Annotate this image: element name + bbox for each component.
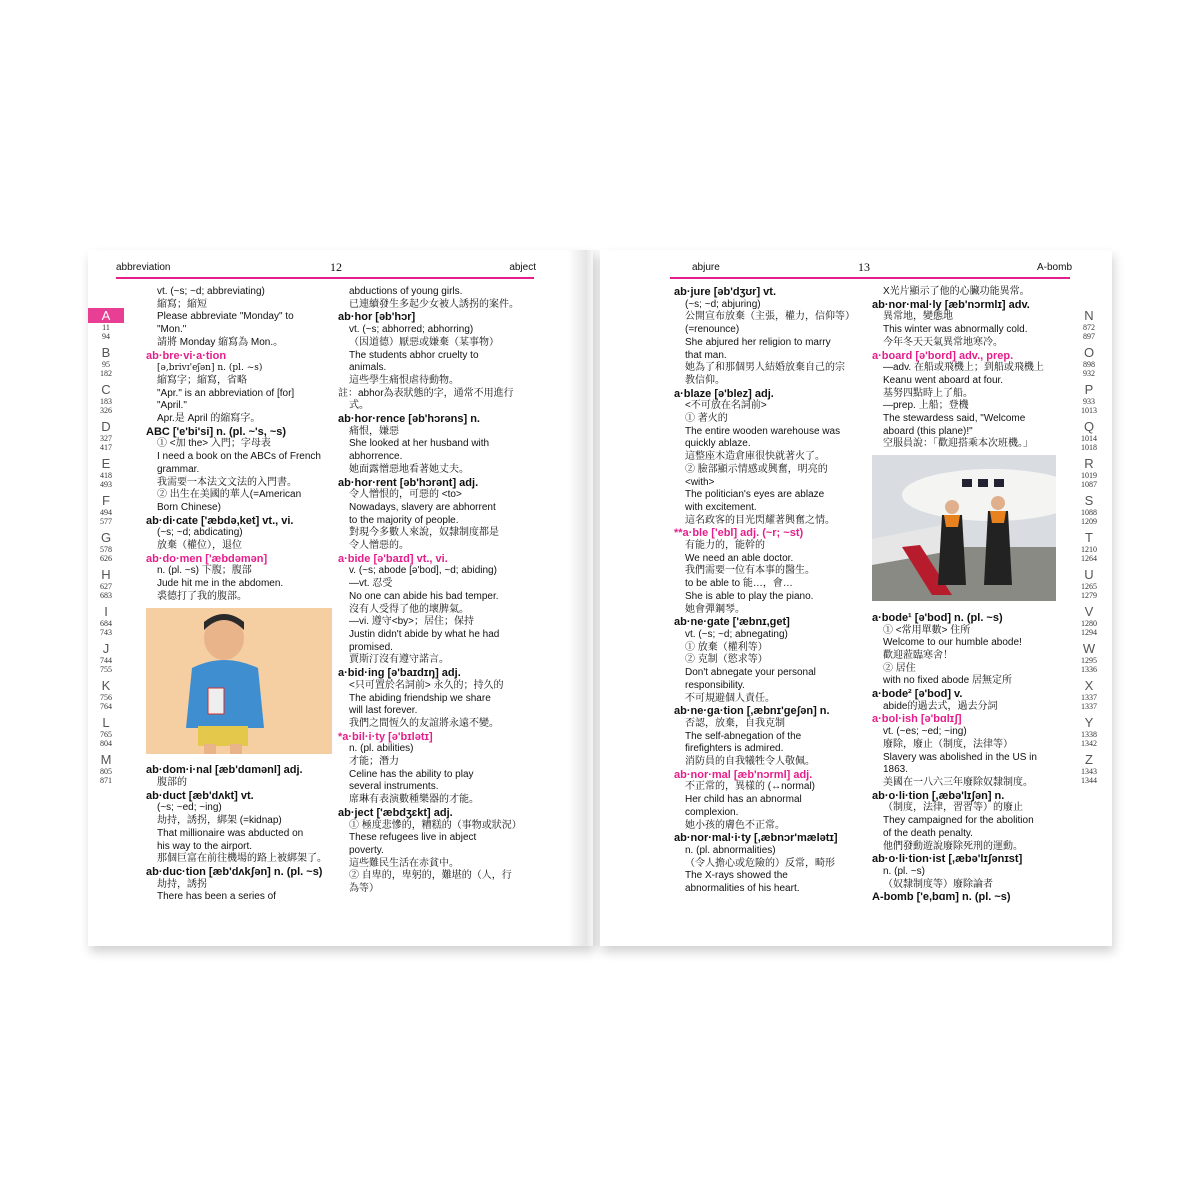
entry-line: abhorrence. xyxy=(349,451,403,463)
thumb-tab-start-page: 1280 xyxy=(1081,619,1097,628)
thumb-tab-k[interactable] xyxy=(88,678,124,711)
thumb-tab-start-page: 1088 xyxy=(1081,508,1097,517)
entry-line: ① 極度悲慘的，糟糕的（事物或狀況） xyxy=(349,819,522,831)
entry-headword: ab·duc·tion [æb'dʌkʃən] n. (pl. ~s) xyxy=(146,865,323,878)
left-column-2 xyxy=(338,286,538,896)
thumb-tab-start-page: 765 xyxy=(100,730,112,739)
entry-headword: ab·ne·gate ['æbnɪ,get] xyxy=(674,616,790,629)
right-page-number: 13 xyxy=(858,260,870,274)
entry-line: 她面露憎惡地看著她丈夫。 xyxy=(349,463,469,475)
entry-line: (=renounce) xyxy=(685,324,740,336)
thumb-tab-end-page: 1342 xyxy=(1081,739,1097,748)
thumb-tab-start-page: 183 xyxy=(100,397,112,406)
entry-line: 令人憎恨的，可惡的 <to> xyxy=(349,489,462,501)
thumb-tab-start-page: 1014 xyxy=(1081,434,1097,443)
entry-line: She looked at her husband with xyxy=(349,438,490,450)
entry-line: That millionaire was abducted on xyxy=(157,827,304,839)
entry-line: X光片顯示了他的心臟功能異常。 xyxy=(883,286,1030,297)
entry-headword: ab·bre·vi·a·tion xyxy=(146,349,227,362)
entry-headword: a·board [ə'bord] adv., prep. xyxy=(872,349,1014,362)
thumb-tab-g[interactable] xyxy=(88,530,124,563)
entry-line: These refugees live in abject xyxy=(349,832,477,844)
thumb-tab-letter: H xyxy=(101,567,111,582)
entry-line: v. (~s; abode [ə'bod], ~d; abiding) xyxy=(349,565,497,577)
thumb-tab-start-page: 898 xyxy=(1083,360,1095,369)
entry-line: The abiding friendship we share xyxy=(349,692,491,704)
entry-line: 廢除，廢止（制度，法律等） xyxy=(883,738,1013,750)
entry-line: responsibility. xyxy=(685,679,745,691)
entry-line: 這些難民生活在赤貧中。 xyxy=(349,857,459,869)
thumb-tab-end-page: 417 xyxy=(100,443,112,452)
entry-line: n. (pl. abilities) xyxy=(349,743,414,755)
thumb-tab-letter: W xyxy=(1082,641,1096,656)
entry-headword: ab·nor·mal [æb'nɔrml] adj. xyxy=(674,768,813,781)
entry-line: 劫持，誘拐 xyxy=(157,878,207,890)
entry-headword: ab·hor [əb'hɔr] xyxy=(338,311,416,324)
entry-line: 那個巨富在前往機場的路上被綁架了。 xyxy=(157,853,327,865)
entry-line: 不正常的，異樣的 (↔normal) xyxy=(685,781,816,793)
thumb-tab-start-page: 578 xyxy=(100,545,112,554)
thumb-tab-letter: L xyxy=(102,715,110,730)
entry-line: （奴隸制度等）廢除論者 xyxy=(883,878,993,890)
entry-line: This winter was abnormally cold. xyxy=(883,324,1028,336)
thumb-tab-end-page: 1018 xyxy=(1081,443,1097,452)
left-guide-word-last: abject xyxy=(509,262,536,273)
thumb-tab-q[interactable] xyxy=(1074,419,1104,452)
entry-line: 請將 Monday 縮寫為 Mon.。 xyxy=(157,336,284,348)
entry-line: The X-rays showed the xyxy=(685,870,788,882)
thumb-tab-end-page: 897 xyxy=(1083,332,1095,341)
thumb-tab-end-page: 94 xyxy=(102,332,110,341)
entry-line: 式。 xyxy=(349,400,369,412)
thumb-tab-end-page: 683 xyxy=(100,591,112,600)
thumb-tab-b[interactable] xyxy=(88,345,124,378)
entry-line: —vt. 忍受 xyxy=(349,578,393,590)
entry-line: (~s; ~d; abdicating) xyxy=(157,527,243,539)
thumb-tab-letter: R xyxy=(1084,456,1094,471)
thumb-tab-f[interactable] xyxy=(88,493,124,526)
entry-headword: a·blaze [ə'blez] adj. xyxy=(674,387,774,400)
thumb-tab-a[interactable] xyxy=(88,308,124,341)
entry-line: （令人擔心或危險的）反常，畸形 xyxy=(685,857,835,869)
entry-line: No one can abide his bad temper. xyxy=(349,590,499,602)
entry-line: 公開宣布放棄（主張，權力，信仰等） xyxy=(685,311,855,323)
entry-line: The students abhor cruelty to xyxy=(349,349,479,361)
entry-line: abnormalities of his heart. xyxy=(685,883,800,895)
thumb-tab-c[interactable] xyxy=(88,382,124,415)
right-column-2 xyxy=(872,286,1068,904)
left-header-rule xyxy=(116,277,534,279)
right-thumb-index xyxy=(1074,308,1104,789)
entry-line: Please abbreviate "Monday" to xyxy=(157,311,294,323)
right-header-rule xyxy=(670,277,1070,279)
entry-line: —adv. 在船或飛機上；到船或飛機上 xyxy=(883,362,1044,374)
entry-line: The entire wooden warehouse was xyxy=(685,425,841,437)
entry-line: n. (pl. ~s) xyxy=(883,865,925,877)
entry-line: n. (pl. ~s) 下腹；腹部 xyxy=(157,565,252,577)
entry-line: 空服員說：「歡迎搭乘本次班機。」 xyxy=(883,438,1033,450)
entry-line: (~s; ~ed; ~ing) xyxy=(157,802,222,814)
entry-line: aboard (this plane)!" xyxy=(883,425,973,437)
thumb-tab-letter: J xyxy=(102,641,110,656)
right-column-1 xyxy=(674,286,870,896)
thumb-tab-end-page: 871 xyxy=(100,776,112,785)
thumb-tab-start-page: 327 xyxy=(100,434,112,443)
entry-line: Justin didn't abide by what he had xyxy=(349,628,500,640)
thumb-tab-start-page: 1338 xyxy=(1081,730,1097,739)
entry-headword: ab·o·li·tion [,æbə'lɪʃən] n. xyxy=(872,789,1005,802)
thumb-tab-u[interactable] xyxy=(1074,567,1104,600)
entry-line: —prep. 上船；登機 xyxy=(883,400,969,412)
entry-line: 這名政客的目光閃耀著興奮之情。 xyxy=(685,514,835,526)
thumb-tab-o[interactable] xyxy=(1074,345,1104,378)
entry-line: （制度，法律，習習等）的廢止 xyxy=(883,802,1023,814)
entry-line: Don't abnegate your personal xyxy=(685,667,816,679)
entry-line: Nowadays, slavery are abhorrent xyxy=(349,501,496,513)
entry-headword: ab·hor·rent [əb'hɔrənt] adj. xyxy=(338,476,479,489)
entry-line: his way to the airport. xyxy=(157,840,253,852)
entry-headword: **a·ble ['ebl] adj. (~r; ~st) xyxy=(674,527,804,540)
entry-headword: ab·ne·ga·tion [,æbnɪ'geʃən] n. xyxy=(674,705,830,718)
thumb-tab-p[interactable] xyxy=(1074,382,1104,415)
thumb-tab-start-page: 744 xyxy=(100,656,112,665)
thumb-tab-end-page: 743 xyxy=(100,628,112,637)
left-thumb-index xyxy=(88,308,124,789)
thumb-tab-letter: F xyxy=(102,493,110,508)
thumb-tab-end-page: 626 xyxy=(100,554,112,563)
left-guide-word-first: abbreviation xyxy=(116,262,171,273)
entry-line: 賈斯汀沒有遵守諾言。 xyxy=(349,654,449,666)
entry-line: 這些學生痛恨虐待動物。 xyxy=(349,374,459,386)
right-guide-word-first: abjure xyxy=(692,262,720,273)
thumb-tab-j[interactable] xyxy=(88,641,124,674)
entry-line: She is able to play the piano. xyxy=(685,590,814,602)
entry-line: vt. (~s; ~d; abbreviating) xyxy=(157,286,265,297)
entry-line: Apr.是 April 的縮寫字。 xyxy=(157,413,261,425)
entry-line: grammar. xyxy=(157,463,200,475)
thumb-tab-start-page: 1343 xyxy=(1081,767,1097,776)
thumb-tab-s[interactable] xyxy=(1074,493,1104,526)
thumb-tab-letter: E xyxy=(101,456,111,471)
entry-line: Her child has an abnormal xyxy=(685,794,802,806)
entry-line: The self-abnegation of the xyxy=(685,730,802,742)
thumb-tab-letter: O xyxy=(1083,345,1095,360)
entry-headword: A-bomb ['e,bɑm] n. (pl. ~s) xyxy=(872,891,1011,904)
thumb-tab-n[interactable] xyxy=(1074,308,1104,341)
right-page xyxy=(600,250,1112,946)
entry-line: to be able to 能…，會… xyxy=(685,578,793,590)
entry-headword: ABC ['e'bi'si] n. (pl. ~'s, ~s) xyxy=(146,425,287,438)
entry-line: ② 臉部顯示情感或興奮，明亮的 xyxy=(685,463,828,475)
thumb-tab-l[interactable] xyxy=(88,715,124,748)
entry-headword: ab·jure [əb'dʒʊr] vt. xyxy=(674,286,777,298)
entry-line: ② 自卑的，卑躬的，難堪的（人，行 xyxy=(349,870,512,882)
thumb-tab-z[interactable] xyxy=(1074,752,1104,785)
thumb-tab-start-page: 872 xyxy=(1083,323,1095,332)
entry-line: 這整座木造倉庫很快就著火了。 xyxy=(685,451,825,463)
entry-headword: ab·nor·mal·ly [æb'nɔrmlɪ] adv. xyxy=(872,298,1030,311)
stewardess-plane-photo xyxy=(872,455,1068,606)
thumb-tab-start-page: 494 xyxy=(100,508,112,517)
entry-line: will last forever. xyxy=(349,705,418,717)
thumb-tab-end-page: 1264 xyxy=(1081,554,1097,563)
entry-line: n. (pl. abnormalities) xyxy=(685,844,776,856)
entry-line: 劫持，誘拐，綁架 (=kidnap) xyxy=(157,815,282,827)
thumb-tab-end-page: 755 xyxy=(100,665,112,674)
entry-line: 縮寫；縮短 xyxy=(157,298,207,310)
thumb-tab-h[interactable] xyxy=(88,567,124,600)
entry-line: 註：abhor為表狀態的字，通常不用進行 xyxy=(338,387,514,399)
thumb-tab-start-page: 418 xyxy=(100,471,112,480)
thumb-tab-letter: N xyxy=(1084,308,1094,323)
entry-line: 對現今多數人來說，奴隸制度都是 xyxy=(349,527,499,539)
thumb-tab-letter: S xyxy=(1084,493,1094,508)
thumb-tab-letter: M xyxy=(100,752,112,767)
thumb-tab-m[interactable] xyxy=(88,752,124,785)
entry-headword: ab·nor·mal·i·ty [,æbnɔr'mælətɪ] xyxy=(674,832,838,845)
entry-line: 腹部的 xyxy=(157,776,187,788)
entry-headword: a·bid·ing [ə'baɪdɪŋ] adj. xyxy=(338,667,461,680)
entry-line: Born Chinese) xyxy=(157,501,221,513)
thumb-tab-letter: Q xyxy=(1083,419,1095,434)
left-page xyxy=(88,250,593,946)
entry-line: 她小孩的膚色不正常。 xyxy=(685,819,785,831)
entry-headword: a·bide [ə'baɪd] vt., vi. xyxy=(338,552,448,565)
thumb-tab-start-page: 1295 xyxy=(1081,656,1097,665)
entry-line: vt. (~es; ~ed; ~ing) xyxy=(883,726,967,738)
thumb-tab-letter: X xyxy=(1084,678,1094,693)
entry-line: 席琳有表演數種樂器的才能。 xyxy=(349,794,479,806)
entry-line: animals. xyxy=(349,362,387,374)
thumb-tab-t[interactable] xyxy=(1074,530,1104,563)
thumb-tab-letter: T xyxy=(1085,530,1093,545)
entry-line: 我們之間恆久的友誼將永遠不變。 xyxy=(349,717,499,729)
thumb-tab-letter: V xyxy=(1084,604,1094,619)
entry-headword: a·bode² [ə'bod] v. xyxy=(872,688,963,701)
entry-line: ① 著火的 xyxy=(685,413,728,425)
entry-line: 她會彈鋼琴。 xyxy=(685,603,745,615)
entry-line: vt. (~s; ~d; abnegating) xyxy=(685,628,788,640)
entry-headword: ab·o·li·tion·ist [,æbə'lɪʃənɪst] xyxy=(872,853,1023,866)
entry-line: 基努四點時上了船。 xyxy=(883,387,973,399)
entry-line: 縮寫字；縮寫，省略 xyxy=(157,374,247,386)
entry-line: with no fixed abode 居無定所 xyxy=(883,675,1012,687)
thumb-tab-start-page: 95 xyxy=(102,360,110,369)
thumb-tab-end-page: 1279 xyxy=(1081,591,1097,600)
entry-line: ② 出生在美國的華人(=American xyxy=(157,489,302,501)
thumb-tab-start-page: 1019 xyxy=(1081,471,1097,480)
thumb-tab-end-page: 932 xyxy=(1083,369,1095,378)
entry-line: complexion. xyxy=(685,806,739,818)
entry-line: abductions of young girls. xyxy=(349,286,463,297)
left-column-1 xyxy=(146,286,336,904)
thumb-tab-end-page: 1013 xyxy=(1081,406,1097,415)
thumb-tab-x[interactable] xyxy=(1074,678,1104,711)
thumb-tab-start-page: 1337 xyxy=(1081,693,1097,702)
entry-line: to the majority of people. xyxy=(349,514,459,526)
left-running-header xyxy=(116,262,536,278)
thumb-tab-end-page: 1294 xyxy=(1081,628,1097,637)
entry-line: (~s; ~d; abjuring) xyxy=(685,298,761,310)
thumb-tab-letter: P xyxy=(1084,382,1094,397)
entry-line: There has been a series of xyxy=(157,891,276,903)
right-guide-word-last: A-bomb xyxy=(1036,262,1072,273)
entry-line: 裘德打了我的腹部。 xyxy=(157,590,247,602)
entry-line: 異常地，變態地 xyxy=(883,311,953,323)
entry-headword: ab·dom·i·nal [æb'dɑmənl] adj. xyxy=(146,764,303,777)
boy-photo xyxy=(146,608,336,759)
open-dictionary xyxy=(88,250,1112,946)
entry-line: She abjured her religion to marry xyxy=(685,336,831,348)
entry-line: 為等） xyxy=(349,883,379,895)
entry-line: 令人憎惡的。 xyxy=(349,540,409,552)
entry-line: 沒有人受得了他的壞脾氣。 xyxy=(349,603,469,615)
entry-headword: ab·ject ['æbdʒɛkt] adj. xyxy=(338,806,453,819)
entry-line: vt. (~s; abhorred; abhorring) xyxy=(349,324,474,336)
entry-line: 他們發動遊說廢除死刑的運動。 xyxy=(883,840,1023,852)
thumb-tab-end-page: 1087 xyxy=(1081,480,1097,489)
thumb-tab-end-page: 804 xyxy=(100,739,112,748)
entry-line: 已連續發生多起少女被人誘拐的案件。 xyxy=(349,298,519,310)
entry-line: "Mon." xyxy=(157,324,187,336)
thumb-tab-letter: A xyxy=(88,308,124,323)
thumb-tab-start-page: 756 xyxy=(100,693,112,702)
entry-line: of the death penalty. xyxy=(883,827,973,839)
entry-line: 我需要一本法文文法的入門書。 xyxy=(157,476,297,488)
entry-line: <with> xyxy=(685,476,715,488)
thumb-tab-letter: D xyxy=(101,419,111,434)
entry-line: —vi. 遵守<by>；居住；保持 xyxy=(349,616,475,628)
entry-line: 放棄（權位），退位 xyxy=(157,540,242,552)
entry-line: Slavery was abolished in the US in xyxy=(883,751,1037,763)
entry-line: ① <常用單數> 住所 xyxy=(883,624,971,636)
thumb-tab-letter: Y xyxy=(1084,715,1094,730)
entry-headword: ab·duct [æb'dʌkt] vt. xyxy=(146,789,254,802)
entry-line: Welcome to our humble abode! xyxy=(883,637,1022,649)
entry-line: 我們需要一位有本事的醫生。 xyxy=(685,565,815,577)
thumb-tab-end-page: 326 xyxy=(100,406,112,415)
thumb-tab-start-page: 627 xyxy=(100,582,112,591)
entry-line: <只可置於名詞前> 永久的；持久的 xyxy=(349,679,504,691)
entry-line: ① <加 the> 入門；字母表 xyxy=(157,438,271,450)
entry-line: 今年冬天天氣異常地寒冷。 xyxy=(883,336,1003,348)
entry-line: 美國在一八六三年廢除奴隸制度。 xyxy=(883,776,1033,788)
entry-line: 痛恨，嫌惡 xyxy=(349,425,399,437)
thumb-tab-letter: I xyxy=(104,604,108,619)
entry-line: 有能力的，能幹的 xyxy=(685,540,765,552)
entry-line: ② 克制（慾求等） xyxy=(685,654,768,666)
thumb-tab-end-page: 182 xyxy=(100,369,112,378)
entry-line: 才能；潛力 xyxy=(349,756,399,768)
thumb-tab-letter: G xyxy=(100,530,112,545)
entry-headword: ab·do·men ['æbdəmən] xyxy=(146,552,268,565)
entry-line: 1863. xyxy=(883,764,909,776)
thumb-tab-start-page: 805 xyxy=(100,767,112,776)
entry-line: The politician's eyes are ablaze xyxy=(685,489,825,501)
thumb-tab-end-page: 1337 xyxy=(1081,702,1097,711)
entry-headword: *a·bil·i·ty [ə'bɪlətɪ] xyxy=(338,730,433,743)
entry-line: several instruments. xyxy=(349,781,439,793)
entry-line: Keanu went aboard at four. xyxy=(883,374,1004,386)
entry-line: Jude hit me in the abdomen. xyxy=(157,578,284,590)
entry-headword: ab·hor·rence [əb'hɔrəns] n. xyxy=(338,413,480,426)
entry-line: 否認，放棄，自我克制 xyxy=(685,717,785,729)
entry-line: The stewardess said, "Welcome xyxy=(883,413,1026,425)
thumb-tab-start-page: 684 xyxy=(100,619,112,628)
left-page-number: 12 xyxy=(330,260,342,274)
thumb-tab-start-page: 1210 xyxy=(1081,545,1097,554)
thumb-tab-e[interactable] xyxy=(88,456,124,489)
thumb-tab-letter: U xyxy=(1084,567,1094,582)
entry-line: <不可放在名詞前> xyxy=(685,400,767,412)
thumb-tab-start-page: 1265 xyxy=(1081,582,1097,591)
entry-line: poverty. xyxy=(349,844,384,856)
thumb-tab-end-page: 1209 xyxy=(1081,517,1097,526)
entry-line: promised. xyxy=(349,641,393,653)
entry-line: 不可規避個人責任。 xyxy=(685,692,775,704)
entry-line: 消防員的自我犧牲令人敬佩。 xyxy=(685,756,815,768)
thumb-tab-letter: B xyxy=(101,345,111,360)
entry-headword: a·bol·ish [ə'bɑlɪʃ] xyxy=(872,713,962,726)
entry-line: 她為了和那個男人結婚放棄自己的宗 xyxy=(685,362,845,374)
thumb-tab-v[interactable] xyxy=(1074,604,1104,637)
entry-line: with excitement. xyxy=(685,501,757,513)
thumb-tab-end-page: 1336 xyxy=(1081,665,1097,674)
entry-line: "Apr." is an abbreviation of [for] xyxy=(157,387,295,399)
thumb-tab-end-page: 577 xyxy=(100,517,112,526)
entry-line: We need an able doctor. xyxy=(685,552,794,564)
entry-line: "April." xyxy=(157,400,187,412)
thumb-tab-end-page: 1344 xyxy=(1081,776,1097,785)
entry-line: ① 放棄（權利等） xyxy=(685,641,768,653)
entry-line: Celine has the ability to play xyxy=(349,768,474,780)
entry-line: They campaigned for the abolition xyxy=(883,815,1034,827)
thumb-tab-r[interactable] xyxy=(1074,456,1104,489)
thumb-tab-start-page: 933 xyxy=(1083,397,1095,406)
entry-line: 教信仰。 xyxy=(685,374,725,386)
thumb-tab-letter: Z xyxy=(1085,752,1093,767)
right-running-header xyxy=(692,262,1072,278)
thumb-tab-i[interactable] xyxy=(88,604,124,637)
thumb-tab-end-page: 764 xyxy=(100,702,112,711)
entry-line: ② 居住 xyxy=(883,662,916,674)
thumb-tab-w[interactable] xyxy=(1074,641,1104,674)
entry-line: firefighters is admired. xyxy=(685,743,784,755)
entry-headword: a·bode¹ [ə'bod] n. (pl. ~s) xyxy=(872,611,1003,624)
entry-line: [ə,brivɪ'eʃən] n. (pl. ~s) xyxy=(157,363,263,374)
thumb-tab-end-page: 493 xyxy=(100,480,112,489)
thumb-tab-letter: K xyxy=(101,678,111,693)
entry-line: I need a book on the ABCs of French xyxy=(157,451,321,463)
entry-line: that man. xyxy=(685,349,727,361)
thumb-tab-y[interactable] xyxy=(1074,715,1104,748)
entry-line: （因道德）厭惡或嫌棄（某事物） xyxy=(349,336,499,348)
thumb-tab-d[interactable] xyxy=(88,419,124,452)
thumb-tab-start-page: 11 xyxy=(102,323,110,332)
thumb-tab-letter: C xyxy=(101,382,111,397)
entry-line: quickly ablaze. xyxy=(685,438,751,450)
entry-headword: ab·di·cate ['æbdə,ket] vt., vi. xyxy=(146,514,294,527)
entry-line: 歡迎蒞臨寒舍！ xyxy=(883,649,953,661)
entry-line: abide的過去式，過去分詞 xyxy=(883,700,998,712)
